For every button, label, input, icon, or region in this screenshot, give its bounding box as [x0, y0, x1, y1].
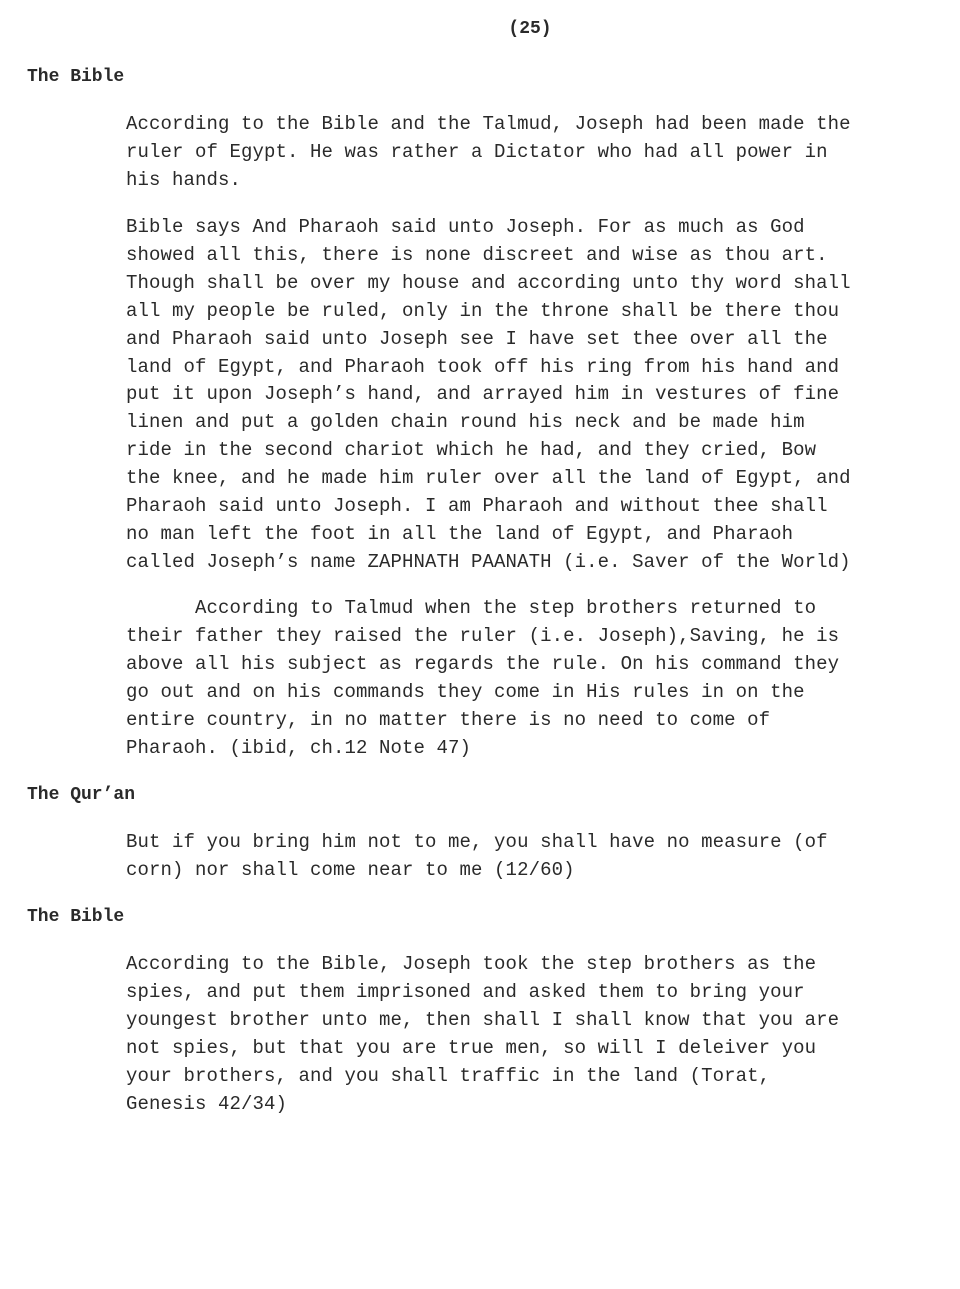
- text-line: spies, and put them imprisoned and asked them to bring your: [126, 980, 805, 1003]
- section-heading-quran: The Qur’an: [27, 785, 136, 805]
- text-line: According to the Bible and the Talmud, Joseph had been made the: [126, 113, 851, 135]
- text-line: above all his subject as regards the rule. On his command they: [126, 652, 840, 675]
- paragraph-joseph-ruler: [126, 111, 946, 195]
- text-line: showed all this, there is none discreet and wise as thou art.: [126, 243, 828, 266]
- text-line: But if you bring him not to me, you shall have no measure (of: [126, 831, 828, 853]
- text-line: Though shall be over my house and according unto thy word shall: [126, 271, 851, 294]
- text-line: the knee, and he made him ruler over all the land of Egypt, and: [126, 467, 851, 490]
- text-line: land of Egypt, and Pharaoh took off his ring from his hand and: [126, 355, 840, 378]
- text-line: entire country, in no matter there is no need to come of: [126, 708, 771, 731]
- text-line: ride in the second chariot which he had, and they cried, Bow: [126, 439, 817, 462]
- text-line: Pharaoh said unto Joseph. I am Pharaoh and without thee shall: [126, 495, 828, 518]
- text-line: linen and put a golden chain round his neck and be made him: [126, 411, 805, 434]
- paragraph-quran-verse: [126, 829, 946, 885]
- paragraph-pharaoh-said: [126, 214, 946, 577]
- text-line: Bible says And Pharaoh said unto Joseph. For as much as God: [126, 216, 805, 238]
- text-line: According to Talmud when the step brothers returned to: [126, 597, 817, 619]
- section-heading-bible-2: The Bible: [27, 907, 125, 927]
- text-line: Genesis 42/34): [126, 1092, 288, 1115]
- text-line: According to the Bible, Joseph took the step brothers as the: [126, 953, 817, 975]
- text-line: go out and on his commands they come in His rules in on the: [126, 680, 805, 703]
- section-heading-bible-1: The Bible: [27, 67, 125, 87]
- text-line: all my people be ruled, only in the throne shall be there thou: [126, 299, 840, 322]
- text-line: ruler of Egypt. He was rather a Dictator who had all power in: [126, 140, 828, 163]
- text-line: your brothers, and you shall traffic in the land (Torat,: [126, 1064, 771, 1087]
- text-line: put it upon Joseph’s hand, and arrayed him in vestures of fine: [126, 383, 840, 406]
- text-line: Pharaoh. (ibid, ch.12 Note 47): [126, 736, 472, 759]
- text-line: corn) nor shall come near to me (12/60): [126, 858, 575, 881]
- text-line: no man left the foot in all the land of Egypt, and Pharaoh: [126, 522, 794, 545]
- text-line: called Joseph’s name ZAPHNATH PAANATH (i.e. Saver of the World): [126, 550, 851, 573]
- text-line: his hands.: [126, 168, 242, 191]
- text-line: not spies, but that you are true men, so will I deleiver you: [126, 1036, 817, 1059]
- text-line: their father they raised the ruler (i.e. Joseph),Saving, he is: [126, 624, 840, 647]
- text-line: and Pharaoh said unto Joseph see I have set thee over all the: [126, 327, 828, 350]
- page-number: (25): [508, 19, 552, 39]
- text-line: youngest brother unto me, then shall I shall know that you are: [126, 1008, 840, 1031]
- paragraph-step-brothers: [126, 951, 946, 1118]
- paragraph-talmud: [126, 595, 946, 762]
